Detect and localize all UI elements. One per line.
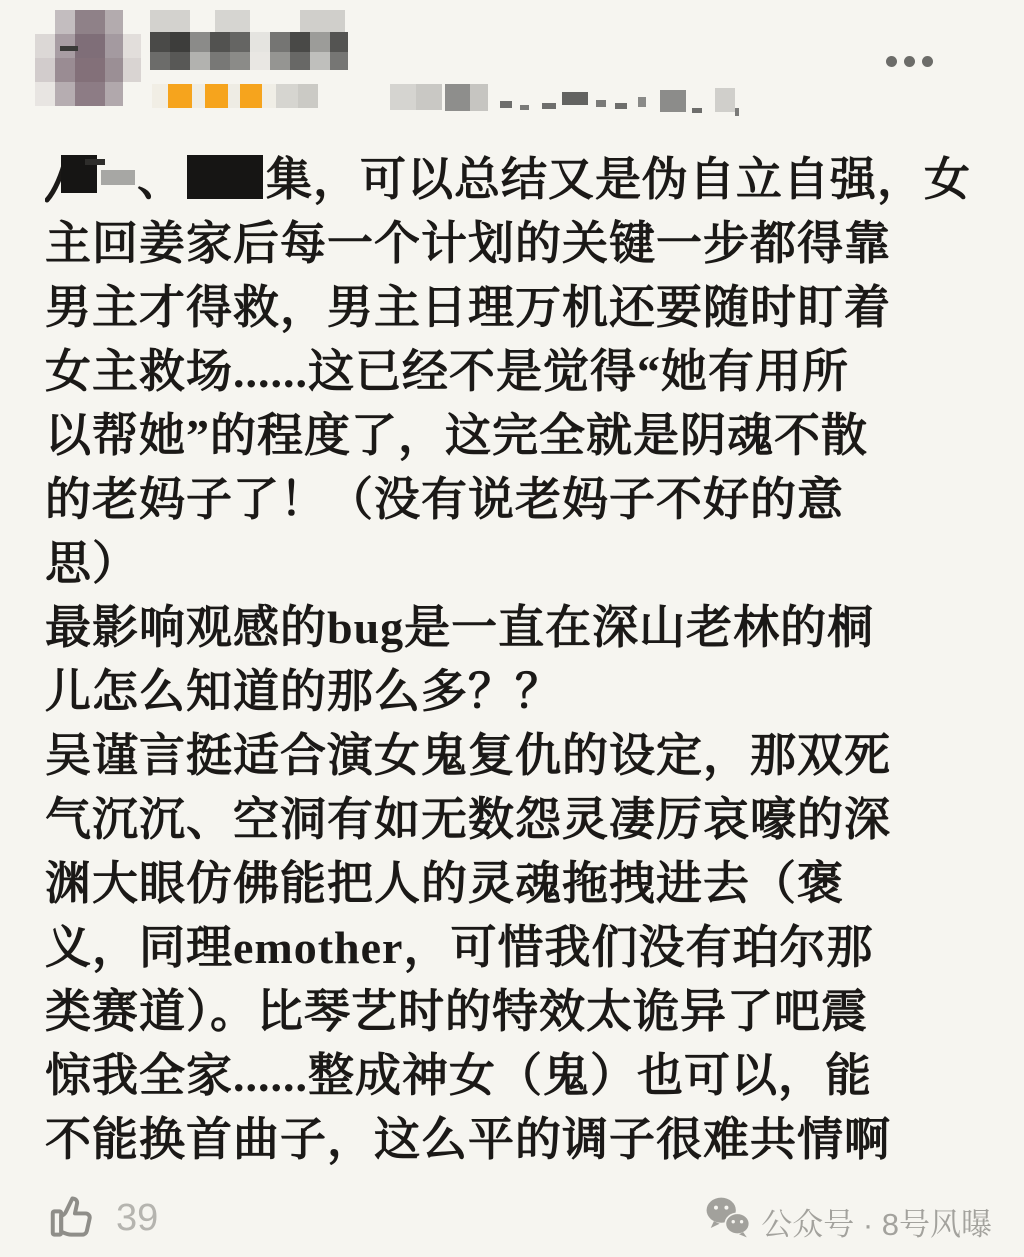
mosaic-cell <box>390 84 416 110</box>
mosaic-cell <box>500 101 512 108</box>
post-text-line: 以帮她”的程度了，这完全就是阴魂不散 <box>45 410 868 461</box>
wechat-icon <box>705 1196 751 1246</box>
post-text-line: 最影响观感的bug是一直在深山老林的桐 <box>45 602 875 653</box>
post-text-line <box>45 148 971 212</box>
censored-user-info-mosaic <box>0 0 1024 130</box>
like-count: 39 <box>116 1197 159 1239</box>
mosaic-cell <box>230 32 250 52</box>
mosaic-cell <box>60 46 78 51</box>
post-text-line: 渊大眼仿佛能把人的灵魂拖拽进去（褒 <box>45 858 844 909</box>
mosaic-cell <box>55 58 75 82</box>
more-options-button[interactable] <box>880 50 939 73</box>
post-text-line: 主回姜家后每一个计划的关键一步都得靠 <box>45 218 891 269</box>
mosaic-cell <box>210 32 230 52</box>
post-text-line: 气沉沉、空洞有如无数怨灵凄厉哀嚎的深 <box>45 794 891 845</box>
mosaic-cell <box>123 58 141 82</box>
mosaic-cell <box>542 103 556 109</box>
mosaic-cell <box>638 97 646 107</box>
mosaic-cell <box>330 32 348 52</box>
mosaic-cell <box>290 52 310 70</box>
mosaic-cell <box>262 84 276 108</box>
thumbs-up-icon <box>46 1188 102 1249</box>
more-dot-icon <box>904 56 915 67</box>
mosaic-cell <box>105 34 123 58</box>
mosaic-cell <box>228 84 240 108</box>
mosaic-cell <box>270 52 290 70</box>
mosaic-cell <box>230 52 250 70</box>
mosaic-cell <box>205 84 228 108</box>
mosaic-cell <box>55 10 75 34</box>
post-text-line: 儿怎么知道的那么多？？ <box>45 666 562 717</box>
mosaic-cell <box>298 84 318 108</box>
mosaic-cell <box>190 32 210 52</box>
mosaic-cell <box>715 88 735 112</box>
post-text-line: 女主救场......这已经不是觉得“她有用所 <box>45 346 849 397</box>
mosaic-cell <box>105 10 123 34</box>
mosaic-cell <box>35 34 55 58</box>
mosaic-cell <box>123 34 141 58</box>
post-text-line: 思） <box>45 538 139 589</box>
mosaic-cell <box>735 108 739 116</box>
post-text: 集，可以总结又是伪自立自强，女 <box>266 154 971 205</box>
mosaic-cell <box>310 52 330 70</box>
mosaic-cell <box>250 32 270 52</box>
mosaic-cell <box>692 108 702 113</box>
post-text-line: 义，同理emother，可惜我们没有珀尔那 <box>45 922 874 973</box>
mosaic-cell <box>168 84 192 108</box>
mosaic-cell <box>215 10 250 32</box>
mosaic-cell <box>270 32 290 52</box>
mosaic-cell <box>75 82 105 106</box>
mosaic-cell <box>562 92 588 105</box>
mosaic-cell <box>105 82 123 106</box>
mosaic-cell <box>615 103 627 109</box>
mosaic-cell <box>310 32 330 52</box>
more-dot-icon <box>922 56 933 67</box>
mosaic-cell <box>105 58 123 82</box>
mosaic-cell <box>150 52 170 70</box>
mosaic-cell <box>75 34 105 58</box>
mosaic-cell <box>470 84 488 111</box>
mosaic-cell <box>416 84 442 110</box>
source-label: 公众号 · 8号风曝 <box>761 1206 992 1242</box>
mosaic-cell <box>190 52 210 70</box>
like-button[interactable] <box>46 1188 158 1249</box>
post-text-line: 不能换首曲子，这么平的调子很难共情啊 <box>45 1114 891 1165</box>
mosaic-cell <box>330 52 348 70</box>
post-text-line: 吴谨言挺适合演女鬼复仇的设定，那双死 <box>45 730 891 781</box>
mosaic-cell <box>75 58 105 82</box>
mosaic-cell <box>240 84 262 108</box>
mosaic-cell <box>152 84 168 108</box>
mosaic-cell <box>35 82 55 106</box>
more-dot-icon <box>886 56 897 67</box>
mosaic-cell <box>150 10 190 32</box>
mosaic-cell <box>75 10 105 34</box>
censor-block-gray <box>101 170 135 185</box>
mosaic-cell <box>170 52 190 70</box>
mosaic-cell <box>170 32 190 52</box>
mosaic-cell <box>250 52 270 70</box>
mosaic-cell <box>290 32 310 52</box>
post-text-line: 类赛道）。比琴艺时的特效太诡异了吧震 <box>45 986 868 1037</box>
mosaic-cell <box>596 100 606 107</box>
mosaic-cell <box>210 52 230 70</box>
post-text-line: 男主才得救，男主日理万机还要随时盯着 <box>45 282 891 333</box>
mosaic-cell <box>35 58 55 82</box>
mosaic-cell <box>276 84 298 108</box>
post-body <box>45 148 971 1172</box>
mosaic-cell <box>55 82 75 106</box>
post-text: 、 <box>137 154 184 205</box>
mosaic-cell <box>150 32 170 52</box>
source-attribution[interactable] <box>705 1196 992 1246</box>
post-text-line: 的老妈子了！（没有说老妈子不好的意 <box>45 474 844 525</box>
mosaic-cell <box>445 84 470 111</box>
censor-block <box>187 155 263 199</box>
mosaic-cell <box>192 84 205 108</box>
mosaic-cell <box>660 90 686 112</box>
mosaic-cell <box>520 105 529 110</box>
post-text-line: 惊我全家......整成神女（鬼）也可以，能 <box>45 1050 872 1101</box>
mosaic-cell <box>300 10 345 32</box>
